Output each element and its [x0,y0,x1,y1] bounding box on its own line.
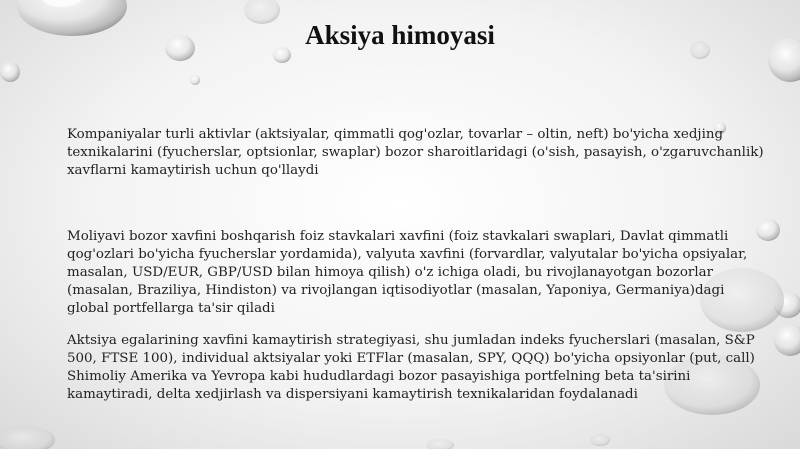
paragraph-equity-hedging: Kompaniyalar turli aktivlar (aktsiyalar, qimmatli qog'ozlar, tovarlar – oltin, neft) bo'yicha xedjing texnikalarini (fyucherslar, optsionlar, swaplar) bozor sharoitlaridagi (o'sish, pasayish, o'zgaruvchanlik) xavflarni kamaytirish uchun qo'llaydi [67,127,764,178]
water-drop [190,75,200,85]
water-drop [590,434,610,446]
water-drop [426,439,454,449]
water-drop [0,426,55,449]
slide-title: Aksiya himoyasi [305,20,495,50]
paragraph-financial-market-risk: Moliyavi bozor xavfini boshqarish foiz stavkalari xavfini (foiz stavkalari swaplari, Davlat qimmatli qog'ozlari bo'yicha fyucherslar yordamida), valyuta xavfini (forvardlar, valyutalar bo'yicha opsiyalar, masalan, USD/EUR, GBP/USD bilan himoya qilish) o'z ichiga oladi, bu rivojlanayotgan bozorlar (masalan, Braziliya, Hindiston) va rivojlangan iqtisodiyotlar (masalan, Yaponiya, Germaniya)dagi global portfellarga ta'sir qiladi [67,229,748,316]
paragraph-shareholder-risk-strategy: Aktsiya egalarining xavfini kamaytirish strategiyasi, shu jumladan indeks fyucherslari (masalan, S&P 500, FTSE 100), individual aktsiyalar yoki ETFlar (masalan, SPY, QQQ) bo'yicha opsiyonlar (put, call) Shimoliy Amerika va Yevropa kabi hududlardagi bozor pasayishiga portfelning beta ta'sirini kamaytiradi, delta xedjirlash va dispersiyani kamaytirish texnikalaridan foydalanadi [67,333,755,402]
water-drop [0,62,20,82]
water-drop [774,324,800,356]
